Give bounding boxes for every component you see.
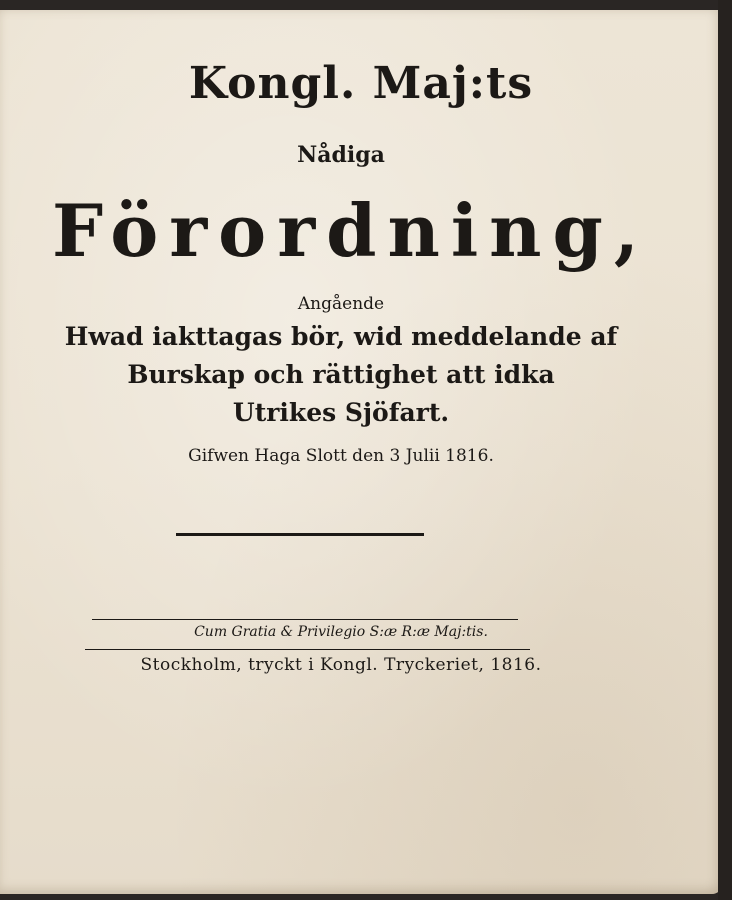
title-line-2: Nådiga xyxy=(297,142,385,168)
subtitle-line-2: Burskap och rättighet att idka xyxy=(127,360,555,389)
scan-edge xyxy=(718,0,732,900)
subtitle-intro: Angående xyxy=(297,294,385,314)
imprint-line: Stockholm, tryckt i Kongl. Tryckeriet, 1816. xyxy=(140,655,542,675)
document-page xyxy=(0,10,722,894)
dateline: Gifwen Haga Slott den 3 Julii 1816. xyxy=(188,446,494,466)
privilege-bottom-rule xyxy=(85,649,530,650)
privilege-top-rule xyxy=(92,619,518,620)
ornamental-rule xyxy=(176,533,424,536)
subtitle-line-3: Utrikes Sjöfart. xyxy=(232,398,450,427)
main-title: Förordning, xyxy=(52,188,650,273)
privilege-line: Cum Gratia & Privilegio S:æ R:æ Maj:tis. xyxy=(194,624,488,640)
title-line-1: Kongl. Maj:ts xyxy=(188,58,534,109)
subtitle-line-1: Hwad iakttagas bör, wid meddelande af xyxy=(64,322,618,351)
